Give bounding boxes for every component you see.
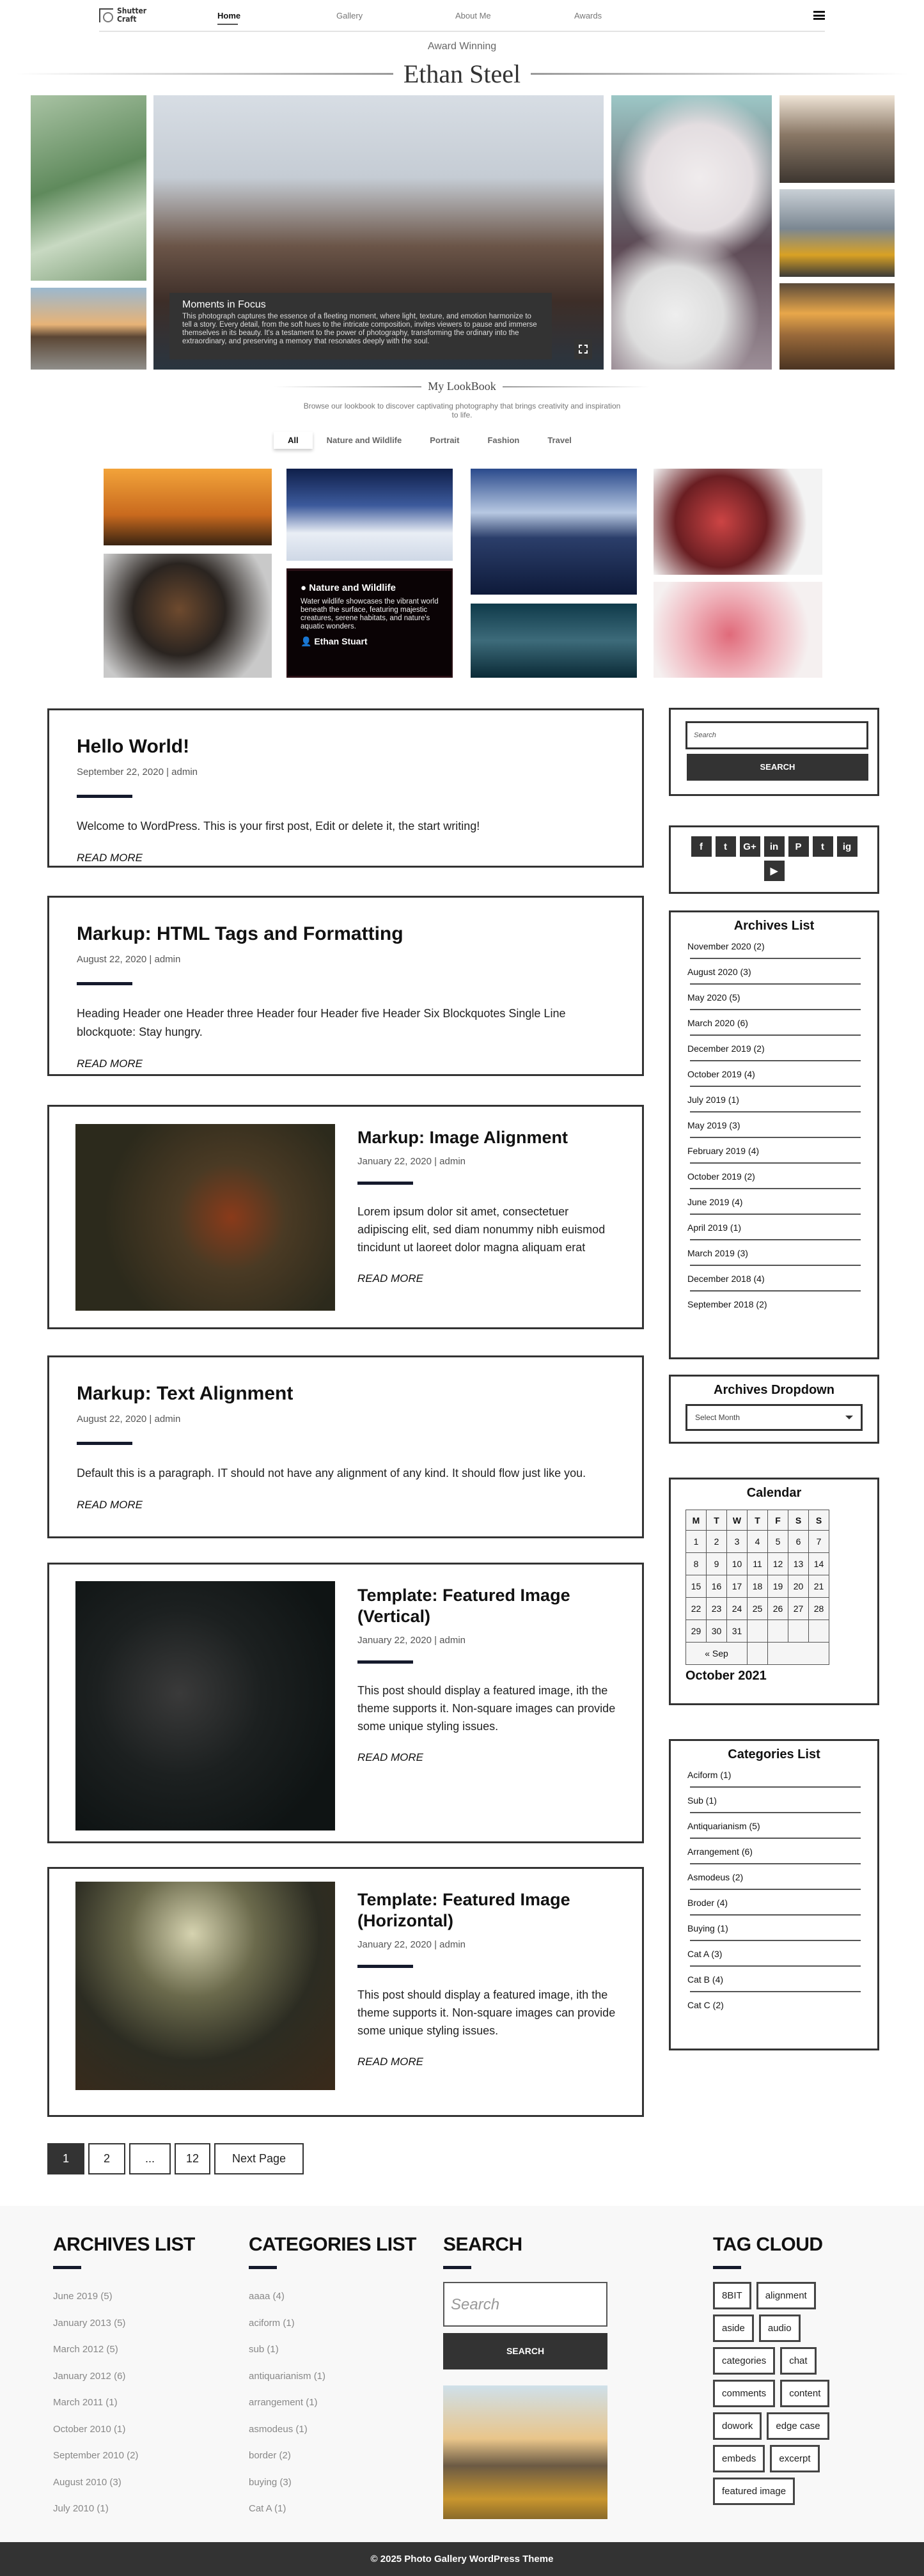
tag[interactable]: dowork xyxy=(713,2412,762,2440)
footer-archive-item[interactable]: January 2012 (6) xyxy=(53,2370,126,2382)
filter-all[interactable]: All xyxy=(274,432,313,449)
calendar-prev-link[interactable]: « Sep xyxy=(686,1643,748,1665)
category-item[interactable]: Aciform (1) xyxy=(690,1762,861,1788)
page-12[interactable]: 12 xyxy=(175,2143,210,2174)
footer-archive-item[interactable]: July 2010 (1) xyxy=(53,2503,109,2514)
category-item[interactable]: Cat B (4) xyxy=(690,1967,861,1992)
post-card xyxy=(47,1563,644,1843)
category-item[interactable]: Antiquarianism (5) xyxy=(690,1813,861,1839)
overlay-category: ● Nature and Wildlife xyxy=(301,582,396,593)
lookbook-description: Browse our lookbook to discover captivating photography that brings creativity and inspiration to life. xyxy=(303,402,621,419)
post-card xyxy=(47,1355,644,1538)
next-page-button[interactable]: Next Page xyxy=(214,2143,304,2174)
category-item[interactable]: Arrangement (6) xyxy=(690,1839,861,1864)
accent-bar xyxy=(443,2266,471,2269)
archive-item[interactable]: February 2019 (4) xyxy=(690,1138,861,1164)
lookbook-image-runner[interactable] xyxy=(104,469,272,545)
divider xyxy=(503,386,650,387)
divider xyxy=(16,73,393,75)
sidebar-search-button[interactable]: SEARCH xyxy=(687,754,868,781)
archive-item[interactable]: October 2019 (4) xyxy=(690,1061,861,1087)
footer-widgets xyxy=(0,2206,924,2542)
youtube-icon[interactable]: ▶ xyxy=(764,861,785,881)
footer-image-cabin xyxy=(443,2385,607,2519)
post-meta: August 22, 2020 | admin xyxy=(77,1414,181,1425)
accent-bar xyxy=(357,1965,413,1968)
nav-awards[interactable]: Awards xyxy=(574,10,602,20)
archive-item[interactable]: December 2018 (4) xyxy=(690,1266,861,1292)
instagram-icon[interactable]: ig xyxy=(837,836,857,857)
post-meta: January 22, 2020 | admin xyxy=(357,1635,466,1646)
footer-category-item[interactable]: aciform (1) xyxy=(249,2317,295,2329)
footer-category-item[interactable]: sub (1) xyxy=(249,2344,279,2355)
post-excerpt: This post should display a featured image, ith the theme supports it. Non-square images can provide some unique styling issues. xyxy=(357,1988,616,2037)
accent-bar xyxy=(77,1442,132,1445)
post-thumbnail[interactable] xyxy=(75,1581,335,1831)
footer-archive-item[interactable]: June 2019 (5) xyxy=(53,2291,113,2302)
read-more-link[interactable]: READ MORE xyxy=(77,852,143,864)
lookbook-title-row xyxy=(0,380,924,393)
post-title[interactable]: Hello World! xyxy=(77,736,190,757)
tag[interactable]: featured image xyxy=(713,2478,795,2505)
post-excerpt: Default this is a paragraph. IT should not have any alignment of any kind. It should flow just like you. xyxy=(77,1467,586,1479)
read-more-link[interactable]: READ MORE xyxy=(77,1058,143,1070)
hero-title-row xyxy=(0,59,924,89)
read-more-link[interactable]: READ MORE xyxy=(77,1499,143,1511)
archive-item[interactable]: May 2020 (5) xyxy=(690,985,861,1010)
category-item[interactable]: Cat C (2) xyxy=(687,2000,724,2010)
lookbook-image-snow-mountain[interactable] xyxy=(286,469,453,561)
overlay-text: Water wildlife showcases the vibrant world beneath the surface, featuring majestic creatures, serene habitats, and nature's aquatic wonders. xyxy=(301,598,439,630)
footer-heading: TAG CLOUD xyxy=(713,2234,823,2255)
widget-title: Calendar xyxy=(746,1486,802,1500)
gallery-image-street[interactable] xyxy=(779,95,895,183)
footer-archive-item[interactable]: March 2012 (5) xyxy=(53,2344,118,2355)
page-2[interactable]: 2 xyxy=(88,2143,125,2174)
gallery-image-plant[interactable] xyxy=(31,95,146,281)
caption-text: This photograph captures the essence of a fleeting moment, where light, texture, and emotion harmonize to tell a story. Every detail, from the soft hues to the intricate composition, invites viewers to pause and immerse themselves in its beauty. It's a testament to the power of photography, transforming the ordinary into the extraordinary, and preserving a memory that resonates deeply with the soul. xyxy=(182,313,537,345)
sidebar-archives-dropdown-widget xyxy=(669,1375,879,1444)
widget-title: Archives List xyxy=(733,919,815,933)
archive-item[interactable]: March 2020 (6) xyxy=(690,1010,861,1036)
divider xyxy=(274,386,421,387)
filter-portrait[interactable]: Portrait xyxy=(430,435,460,445)
lookbook-image-eyes[interactable] xyxy=(471,604,637,678)
gallery-image-bridge[interactable] xyxy=(31,288,146,370)
post-thumbnail[interactable] xyxy=(75,1124,335,1311)
archive-item[interactable]: March 2019 (3) xyxy=(690,1240,861,1266)
page-ellipsis: ... xyxy=(129,2143,171,2174)
footer-category-item[interactable]: border (2) xyxy=(249,2450,291,2461)
linkedin-icon[interactable]: in xyxy=(764,836,785,857)
tumblr-icon[interactable]: t xyxy=(813,836,833,857)
post-title[interactable]: Template: Featured Image (Vertical) xyxy=(357,1586,570,1626)
post-title[interactable]: Markup: HTML Tags and Formatting xyxy=(77,923,403,944)
post-meta: January 22, 2020 | admin xyxy=(357,1156,466,1167)
footer-category-item[interactable]: asmodeus (1) xyxy=(249,2423,308,2435)
tag[interactable]: comments xyxy=(713,2380,775,2407)
widget-title: Archives Dropdown xyxy=(714,1383,834,1397)
tag[interactable]: 8BIT xyxy=(713,2282,751,2309)
footer-heading: CATEGORIES LIST xyxy=(249,2234,416,2255)
tag[interactable]: embeds xyxy=(713,2445,765,2472)
fullscreen-icon[interactable] xyxy=(574,339,592,359)
archive-item[interactable]: July 2019 (1) xyxy=(690,1087,861,1112)
google-plus-icon[interactable]: G+ xyxy=(740,836,760,857)
post-title[interactable]: Markup: Text Alignment xyxy=(77,1383,294,1404)
footer-search xyxy=(443,2234,607,2519)
sidebar-social-widget xyxy=(669,825,879,894)
lookbook-filters xyxy=(274,432,586,449)
gallery-image-sunset-road[interactable] xyxy=(779,283,895,370)
sidebar-archives-widget xyxy=(669,910,879,1359)
tag[interactable]: aside xyxy=(713,2314,754,2342)
footer-heading: SEARCH xyxy=(443,2234,522,2255)
category-item[interactable]: Broder (4) xyxy=(690,1890,861,1916)
facebook-icon[interactable]: f xyxy=(691,836,712,857)
footer-archive-item[interactable]: August 2010 (3) xyxy=(53,2476,121,2488)
filter-fashion[interactable]: Fashion xyxy=(487,435,520,445)
tag[interactable]: categories xyxy=(713,2347,775,2375)
logo-text: Shutter Craft xyxy=(117,6,147,24)
chevron-down-icon xyxy=(845,1416,853,1419)
sidebar-categories-widget xyxy=(669,1739,879,2050)
category-item[interactable]: Asmodeus (2) xyxy=(690,1864,861,1890)
tag[interactable]: audio xyxy=(759,2314,801,2342)
main-nav xyxy=(217,11,693,20)
accent-bar xyxy=(53,2266,81,2269)
lookbook-image-pink-hair[interactable] xyxy=(654,582,822,678)
archives-list xyxy=(671,933,877,1316)
filter-travel[interactable]: Travel xyxy=(547,435,572,445)
footer-category-item[interactable]: Cat A (1) xyxy=(249,2503,286,2514)
page-1[interactable]: 1 xyxy=(47,2143,84,2174)
tag[interactable]: chat xyxy=(780,2347,816,2375)
footer-search-button[interactable]: SEARCH xyxy=(443,2333,607,2369)
gallery-image-taxi[interactable] xyxy=(779,189,895,277)
post-card xyxy=(47,1105,644,1329)
footer-category-item[interactable]: buying (3) xyxy=(249,2476,292,2488)
sidebar-search-input[interactable]: Search xyxy=(685,721,868,749)
post-card xyxy=(47,708,644,868)
nav-about-me[interactable]: About Me xyxy=(455,10,491,20)
footer-category-item[interactable]: arrangement (1) xyxy=(249,2397,318,2408)
archive-item[interactable]: May 2019 (3) xyxy=(690,1112,861,1138)
footer-archive-item[interactable]: October 2010 (1) xyxy=(53,2423,126,2435)
twitter-icon[interactable]: t xyxy=(716,836,736,857)
nav-gallery[interactable]: Gallery xyxy=(336,10,363,20)
category-item[interactable]: Cat A (3) xyxy=(690,1941,861,1967)
category-item[interactable]: Buying (1) xyxy=(690,1916,861,1941)
post-excerpt: Lorem ipsum dolor sit amet, consectetuer adipiscing elit, sed diam nonummy nibh euismod tincidunt ut laoreet dolor magna aliquam erat xyxy=(357,1205,606,1254)
lookbook-image-lake[interactable] xyxy=(471,469,637,595)
widget-title: Categories List xyxy=(728,1747,820,1761)
pinterest-icon[interactable]: P xyxy=(788,836,809,857)
footer-category-item[interactable]: antiquarianism (1) xyxy=(249,2370,326,2382)
archive-item[interactable]: September 2018 (2) xyxy=(687,1299,767,1309)
read-more-link[interactable]: READ MORE xyxy=(357,2056,423,2068)
hero-title: Ethan Steel xyxy=(403,59,521,88)
hero-subtitle: Award Winning xyxy=(427,41,497,52)
footer-archive-item[interactable]: March 2011 (1) xyxy=(53,2397,118,2408)
footer-tag-cloud xyxy=(713,2234,834,2505)
overlay-author: 👤 Ethan Stuart xyxy=(301,636,368,646)
post-thumbnail[interactable] xyxy=(75,1882,335,2090)
nav-home[interactable]: Home xyxy=(217,11,336,20)
tag[interactable]: edge case xyxy=(767,2412,829,2440)
post-meta: January 22, 2020 | admin xyxy=(357,1939,466,1950)
copyright-bar: © 2025 Photo Gallery WordPress Theme xyxy=(0,2542,924,2576)
sidebar-calendar-widget xyxy=(669,1478,879,1705)
post-title[interactable]: Template: Featured Image (Horizontal) xyxy=(357,1890,570,1930)
divider xyxy=(531,73,908,75)
lookbook-overlay xyxy=(288,571,451,676)
post-title[interactable]: Markup: Image Alignment xyxy=(357,1128,568,1147)
archive-item[interactable]: April 2019 (1) xyxy=(690,1215,861,1240)
category-item[interactable]: Sub (1) xyxy=(690,1788,861,1813)
gallery-image-blossom[interactable] xyxy=(611,95,772,370)
archive-item[interactable]: November 2020 (2) xyxy=(690,933,861,959)
archive-item[interactable]: June 2019 (4) xyxy=(690,1189,861,1215)
hamburger-icon[interactable] xyxy=(813,11,825,20)
tag[interactable]: content xyxy=(780,2380,829,2407)
calendar-caption: October 2021 xyxy=(685,1669,767,1683)
archive-item[interactable]: December 2019 (2) xyxy=(690,1036,861,1061)
tag[interactable]: excerpt xyxy=(770,2445,819,2472)
site-logo[interactable] xyxy=(99,7,182,24)
read-more-link[interactable]: READ MORE xyxy=(357,1272,423,1284)
footer-search-input[interactable]: Search xyxy=(443,2282,607,2327)
archive-item[interactable]: October 2019 (2) xyxy=(690,1164,861,1189)
archive-item[interactable]: August 2020 (3) xyxy=(690,959,861,985)
hero-caption xyxy=(169,293,552,359)
sidebar-search-widget xyxy=(669,708,879,796)
accent-bar xyxy=(713,2266,741,2269)
post-excerpt: This post should display a featured image, ith the theme supports it. Non-square images can provide some unique styling issues. xyxy=(357,1684,616,1733)
categories-list xyxy=(671,1762,877,2017)
accent-bar xyxy=(357,1182,413,1185)
calendar-table: M T W T F S S 1 2 3 4 5 6 7 8 9 10 11 12 13 14 15 16 17 18 19 20 21 22 23 24 25 26 27 28 29 30 31 « Sep xyxy=(685,1510,829,1665)
month-select[interactable]: Select Month xyxy=(685,1404,863,1431)
caption-title: Moments in Focus xyxy=(182,299,266,310)
accent-bar xyxy=(249,2266,277,2269)
post-meta: August 22, 2020 | admin xyxy=(77,954,181,965)
read-more-link[interactable]: READ MORE xyxy=(357,1751,423,1763)
footer-archives xyxy=(53,2234,195,2530)
footer-categories xyxy=(249,2234,416,2530)
post-card xyxy=(47,1867,644,2117)
lookbook-image-red-body[interactable] xyxy=(654,469,822,575)
user-icon: 👤 xyxy=(301,636,312,646)
post-card xyxy=(47,896,644,1076)
accent-bar xyxy=(77,982,132,985)
footer-heading: ARCHIVES LIST xyxy=(53,2234,195,2255)
pagination xyxy=(47,2143,304,2174)
site-header xyxy=(99,0,825,32)
post-meta: September 22, 2020 | admin xyxy=(77,767,198,777)
filter-nature-wildlife[interactable]: Nature and Wildlife xyxy=(326,435,402,445)
footer-archive-item[interactable]: January 2013 (5) xyxy=(53,2317,126,2329)
tag[interactable]: alignment xyxy=(756,2282,816,2309)
accent-bar xyxy=(77,795,132,798)
lookbook-title: My LookBook xyxy=(428,380,496,393)
lookbook-image-dog[interactable] xyxy=(104,554,272,678)
post-excerpt: Heading Header one Header three Header four Header five Header Six Blockquotes Single Line blockquote: Stay hungry. xyxy=(77,1007,566,1038)
camera-logo-icon xyxy=(99,8,113,22)
footer-category-item[interactable]: aaaa (4) xyxy=(249,2291,285,2302)
post-excerpt: Welcome to WordPress. This is your first post, Edit or delete it, the start writing! xyxy=(77,820,480,832)
footer-archive-item[interactable]: September 2010 (2) xyxy=(53,2450,139,2461)
accent-bar xyxy=(357,1660,413,1664)
